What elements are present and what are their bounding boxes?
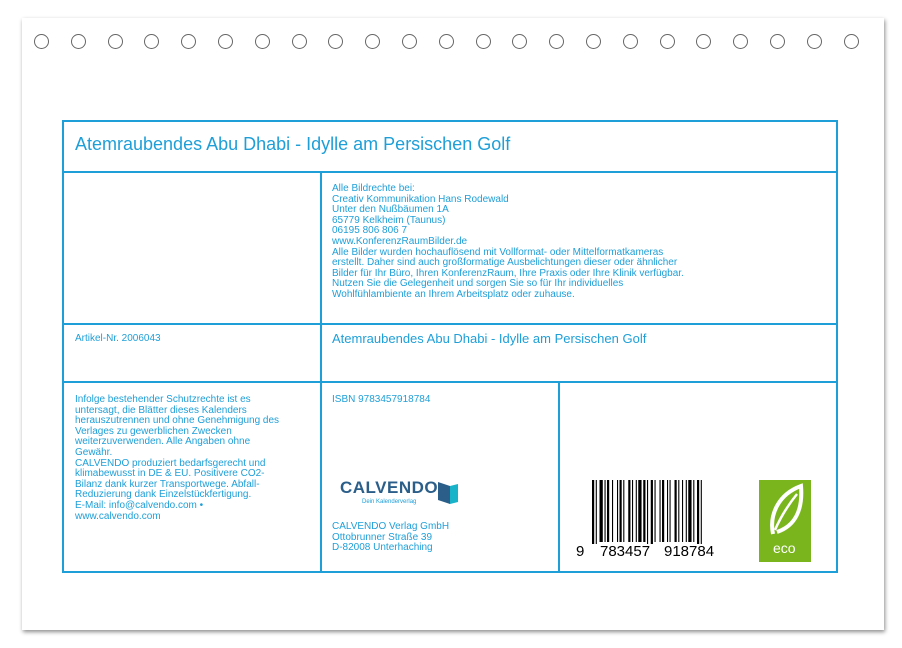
credits-line: 06195 806 806 7 bbox=[332, 225, 408, 237]
barcode-bar bbox=[620, 480, 622, 542]
barcode-bar bbox=[607, 480, 609, 542]
barcode-bar bbox=[623, 480, 624, 542]
info-frame bbox=[62, 120, 838, 573]
isbn: ISBN 9783457918784 bbox=[332, 394, 431, 405]
barcode-bar bbox=[693, 480, 694, 542]
binding-ring bbox=[844, 34, 859, 49]
barcode-bar bbox=[617, 480, 618, 542]
divider bbox=[64, 323, 836, 325]
binding-ring bbox=[292, 34, 307, 49]
barcode-bar bbox=[612, 480, 613, 542]
legal-line: www.calvendo.com bbox=[75, 510, 161, 522]
binding-ring bbox=[255, 34, 270, 49]
legal-line: E-Mail: info@calvendo.com • bbox=[75, 499, 204, 511]
barcode-bar bbox=[628, 480, 630, 542]
binding-ring bbox=[733, 34, 748, 49]
legal-line: herauszutrennen und ohne Genehmigung des bbox=[75, 415, 280, 427]
barcode-bar bbox=[682, 480, 683, 542]
barcode-bar bbox=[643, 480, 645, 542]
binding-ring bbox=[549, 34, 564, 49]
binding-ring bbox=[770, 34, 785, 49]
barcode-bar bbox=[670, 480, 671, 542]
legal-notice bbox=[75, 395, 320, 522]
credits-line: Unter den Nußbäumen 1A bbox=[332, 204, 449, 216]
barcode-bar bbox=[596, 480, 597, 544]
article-title: Atemraubendes Abu Dhabi - Idylle am Persischen Golf bbox=[332, 331, 647, 346]
address-line: D-82008 Unterhaching bbox=[332, 542, 433, 554]
binding-ring bbox=[696, 34, 711, 49]
binding-ring bbox=[439, 34, 454, 49]
barcode-bar bbox=[638, 480, 641, 542]
barcode-digits-right: 918784 bbox=[664, 543, 715, 560]
credits-line: 65779 Kelkheim (Taunus) bbox=[332, 214, 446, 226]
logo-wordmark: CALVENDO bbox=[340, 478, 439, 497]
binding-ring bbox=[365, 34, 380, 49]
barcode-bar bbox=[667, 480, 668, 542]
barcode-bar bbox=[632, 480, 633, 542]
barcode-bar bbox=[688, 480, 691, 542]
address-line: Ottobrunner Straße 39 bbox=[332, 531, 433, 543]
credits-line: Alle Bilder wurden hochauflösend mit Vollformat- oder Mittelformatkameras bbox=[332, 246, 664, 258]
barcode-bar bbox=[600, 480, 603, 542]
barcode-bar bbox=[660, 480, 661, 542]
barcode-bar bbox=[651, 480, 653, 544]
credits-line: Alle Bildrechte bei: bbox=[332, 183, 415, 194]
binding-ring bbox=[586, 34, 601, 49]
binding-ring bbox=[181, 34, 196, 49]
binding-ring bbox=[402, 34, 417, 49]
barcode-bar bbox=[647, 480, 648, 544]
credits-line: Bilder für Ihr Büro, Ihren KonferenzRaum, Ihre Praxis oder Ihre Klinik verfügbar. bbox=[332, 267, 684, 279]
barcode-bar bbox=[636, 480, 637, 542]
binding-ring bbox=[512, 34, 527, 49]
binding-rings bbox=[22, 18, 884, 64]
legal-line: weiterzuverwenden. Alle Angaben ohne bbox=[75, 436, 251, 448]
logo-mark-icon bbox=[436, 480, 460, 506]
barcode-bar bbox=[675, 480, 677, 542]
legal-line: Infolge bestehender Schutzrechte ist es bbox=[75, 394, 251, 405]
barcode-bar bbox=[678, 480, 679, 542]
legal-line: klimabewusst in DE & EU. Positivere CO2- bbox=[75, 468, 265, 480]
isbn-barcode bbox=[576, 480, 736, 566]
barcode-bar bbox=[686, 480, 687, 542]
eco-badge bbox=[759, 480, 811, 562]
page-title: Atemraubendes Abu Dhabi - Idylle am Persischen Golf bbox=[75, 134, 511, 154]
article-number: Artikel-Nr. 2006043 bbox=[75, 333, 161, 344]
barcode-bar bbox=[662, 480, 664, 542]
legal-line: Reduzierung dank Einzelstückfertigung. bbox=[75, 489, 252, 501]
calendar-back-page bbox=[22, 18, 884, 630]
image-credits bbox=[332, 184, 832, 301]
credits-line: www.KonferenzRaumBilder.de bbox=[332, 235, 468, 247]
divider bbox=[558, 382, 560, 571]
calvendo-logo bbox=[340, 478, 470, 514]
barcode-bar bbox=[701, 480, 702, 544]
divider bbox=[64, 381, 836, 383]
barcode-bar bbox=[655, 480, 656, 542]
binding-ring bbox=[807, 34, 822, 49]
eco-label: eco bbox=[773, 540, 796, 556]
binding-ring bbox=[660, 34, 675, 49]
legal-line: CALVENDO produziert bedarfsgerecht und bbox=[75, 457, 266, 469]
barcode-digit-lead: 9 bbox=[576, 543, 585, 560]
leaf-icon bbox=[759, 480, 811, 540]
publisher-address bbox=[332, 522, 552, 554]
legal-line: Gewähr. bbox=[75, 446, 113, 458]
binding-ring bbox=[218, 34, 233, 49]
binding-ring bbox=[623, 34, 638, 49]
credits-line: erstellt. Daher sind auch großformatige Ausbelichtungen dieser oder ähnlicher bbox=[332, 257, 678, 269]
barcode-bar bbox=[592, 480, 594, 544]
barcode-digits-left: 783457 bbox=[600, 543, 651, 560]
divider bbox=[64, 171, 836, 173]
legal-line: Bilanz dank kurzer Transportwege. Abfall- bbox=[75, 478, 260, 490]
legal-line: untersagt, die Blätter dieses Kalenders bbox=[75, 404, 247, 416]
binding-ring bbox=[71, 34, 86, 49]
binding-ring bbox=[108, 34, 123, 49]
credits-line: Wohlfühlambiente an Ihrem Arbeitsplatz oder zuhause. bbox=[332, 288, 575, 300]
divider bbox=[320, 172, 322, 571]
binding-ring bbox=[34, 34, 49, 49]
logo-tagline: Dein Kalenderverlag bbox=[362, 499, 417, 505]
credits-line: Creativ Kommunikation Hans Rodewald bbox=[332, 193, 509, 205]
legal-line: Verlages zu gewerblichen Zwecken bbox=[75, 425, 232, 437]
binding-ring bbox=[144, 34, 159, 49]
binding-ring bbox=[476, 34, 491, 49]
barcode-bar bbox=[605, 480, 606, 542]
credits-line: Nutzen Sie die Gelegenheit und sorgen Sie so für Ihr individuelles bbox=[332, 278, 624, 290]
binding-ring bbox=[328, 34, 343, 49]
barcode-bar bbox=[697, 480, 699, 544]
barcode-bars bbox=[592, 480, 742, 544]
address-line: CALVENDO Verlag GmbH bbox=[332, 521, 450, 532]
